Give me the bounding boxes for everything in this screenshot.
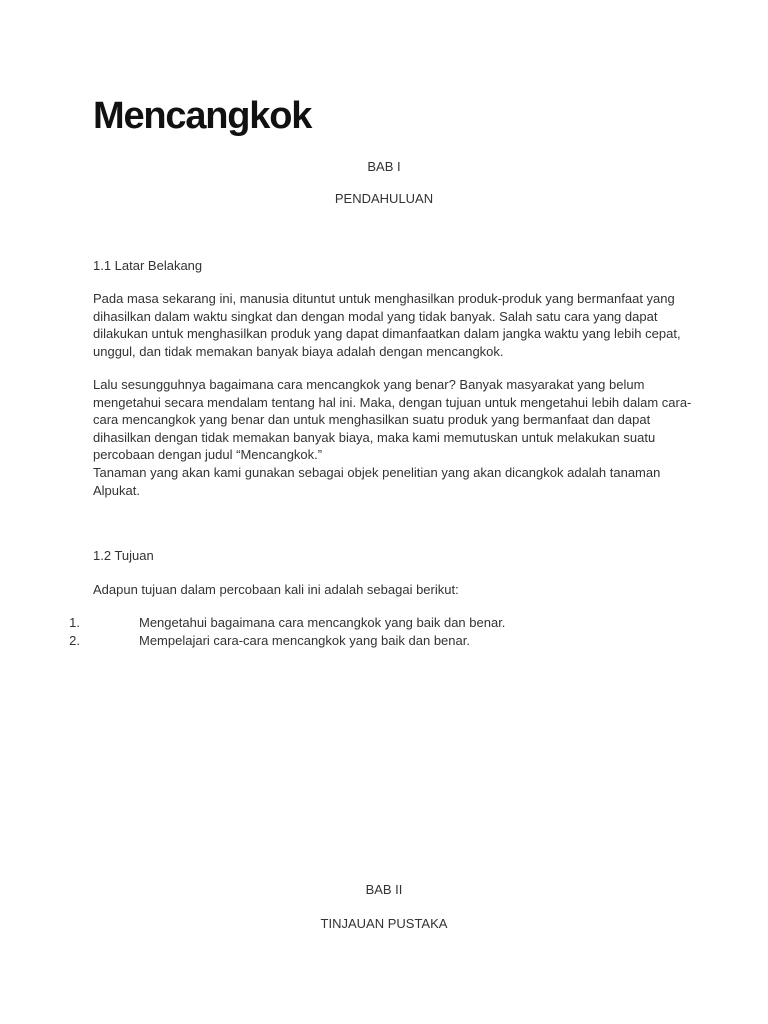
list-item-text: Mempelajari cara-cara mencangkok yang baik dan benar. xyxy=(139,632,470,648)
bab1-subheading: PENDAHULUAN xyxy=(334,191,434,206)
background-paragraph-2: Lalu sesungguhnya bagaimana cara mencangkok yang benar? Banyak masyarakat yang belum mengetahui secara mendalam tentang hal ini. Maka, dengan tujuan untuk mengetahui lebih dalam cara-cara mencangkok yang benar dan untuk menghasilkan suatu produk yang bermanfaat dan dapat dihasilkan dengan tidak memakan banyak biaya, maka kami memutuskan untuk melakukan suatu percobaan dengan judul “Mencangkok.” xyxy=(93,377,692,463)
list-item-text: Mengetahui bagaimana cara mencangkok yang baik dan benar. xyxy=(139,615,506,630)
section-1-1-heading: 1.1 Latar Belakang xyxy=(93,258,203,273)
section-1-2-heading: 1.2 Tujuan xyxy=(93,548,154,563)
bab2-heading: BAB II xyxy=(365,882,403,897)
objectives-intro: Adapun tujuan dalam percobaan kali ini adalah sebagai berikut: xyxy=(93,582,459,597)
list-item xyxy=(0,632,768,650)
background-paragraph-3: Tanaman yang akan kami gunakan sebagai objek penelitian yang akan dicangkok adalah tanaman Alpukat. xyxy=(93,465,661,498)
list-item xyxy=(0,614,768,632)
list-item-number: 1. xyxy=(69,615,80,630)
list-item-number: 2. xyxy=(69,632,80,648)
bab2-subheading: TINJAUAN PUSTAKA xyxy=(320,916,448,931)
objectives-list xyxy=(0,614,768,649)
background-paragraph-1: Pada masa sekarang ini, manusia dituntut untuk menghasilkan produk-produk yang bermanfaat yang dihasilkan dalam waktu singkat dan dengan modal yang tidak banyak. Salah satu cara yang dapat dilakukan untuk menghasilkan produk yang dapat dimanfaatkan dalam jangka waktu yang lebih cepat, unggul, dan tidak memakan banyak biaya adalah dengan mencangkok. xyxy=(93,291,681,359)
bab1-heading: BAB I xyxy=(367,159,401,174)
document-title: Mencangkok xyxy=(93,95,312,137)
